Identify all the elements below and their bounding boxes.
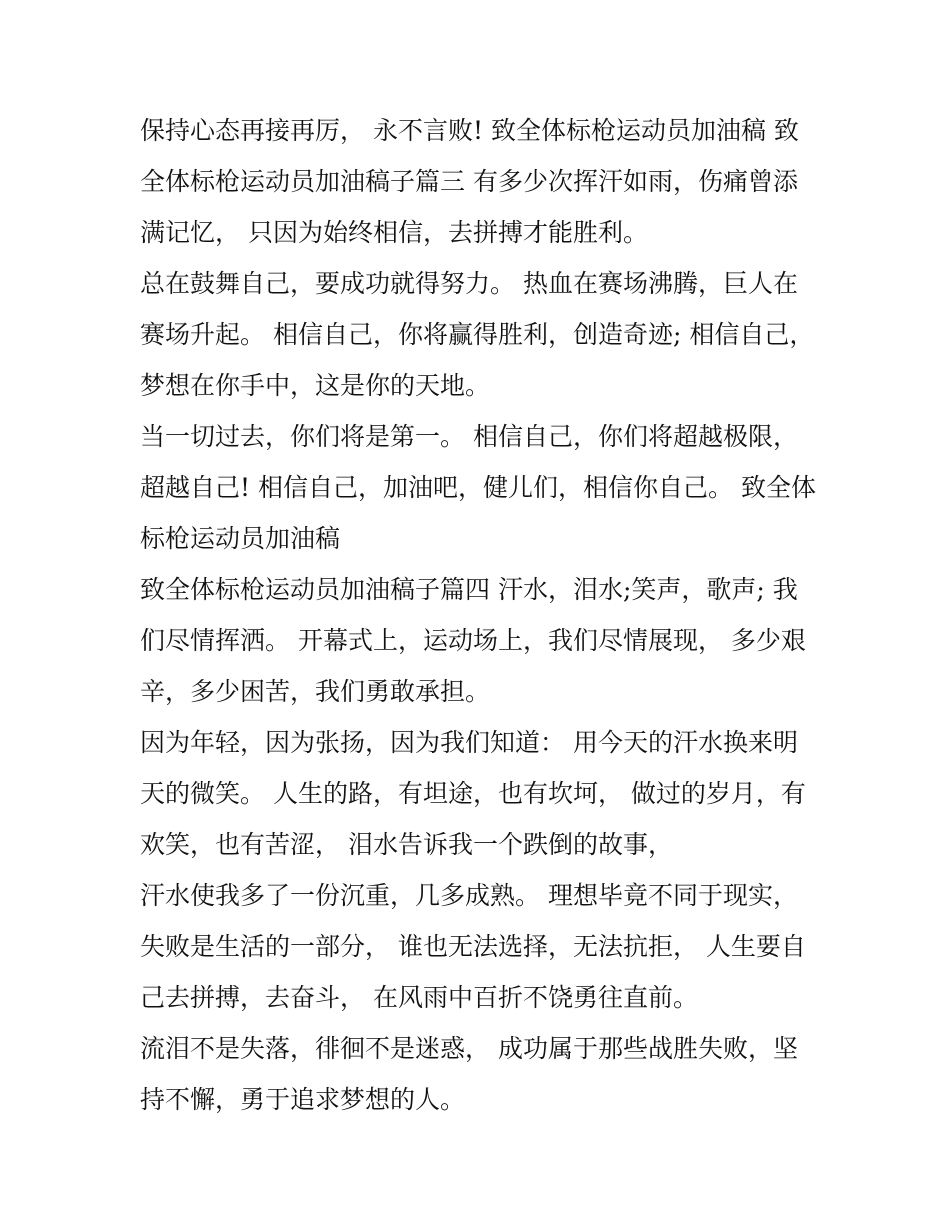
text-line: 天的微笑。 人生的路，有坦途，也有坎坷， 做过的岁月，有 — [140, 779, 806, 808]
text-line: 超越自己! 相信自己，加油吧，健儿们，相信你自己。 致全体 — [140, 473, 816, 502]
text-line: 们尽情挥洒。 开幕式上，运动场上，我们尽情展现， 多少艰 — [140, 626, 806, 655]
document-body — [140, 105, 820, 1125]
text-line: 赛场升起。 相信自己，你将赢得胜利，创造奇迹; 相信自己， — [140, 320, 815, 349]
text-line: 因为年轻，因为张扬，因为我们知道： 用今天的汗水换来明 — [140, 728, 798, 757]
text-line: 全体标枪运动员加油稿子篇三 有多少次挥汗如雨，伤痛曾添 — [140, 167, 798, 196]
text-line: 保持心态再接再厉， 永不言败! 致全体标枪运动员加油稿 致 — [140, 116, 799, 145]
text-line: 持不懈，勇于追求梦想的人。 — [140, 1085, 466, 1114]
text-line: 己去拼搏，去奋斗， 在风雨中百折不饶勇往直前。 — [140, 983, 698, 1012]
text-line: 梦想在你手中，这是你的天地。 — [140, 371, 491, 400]
text-line: 失败是生活的一部分， 谁也无法选择，无法抗拒， 人生要自 — [140, 932, 806, 961]
text-line: 致全体标枪运动员加油稿子篇四 汗水，泪水;笑声，歌声; 我 — [140, 575, 798, 604]
text-line: 欢笑，也有苦涩， 泪水告诉我一个跌倒的故事， — [140, 830, 673, 859]
text-line: 总在鼓舞自己，要成功就得努力。 热血在赛场沸腾，巨人在 — [140, 269, 798, 298]
text-line: 标枪运动员加油稿 — [140, 524, 341, 553]
text-line: 流泪不是失落，徘徊不是迷惑， 成功属于那些战胜失败，坚 — [140, 1034, 798, 1063]
text-line: 当一切过去，你们将是第一。 相信自己，你们将超越极限， — [140, 422, 798, 451]
text-line: 满记忆， 只因为始终相信，去拼搏才能胜利。 — [140, 218, 648, 247]
text-line: 汗水使我多了一份沉重，几多成熟。 理想毕竟不同于现实， — [140, 881, 798, 910]
text-line: 辛，多少困苦，我们勇敢承担。 — [140, 677, 491, 706]
